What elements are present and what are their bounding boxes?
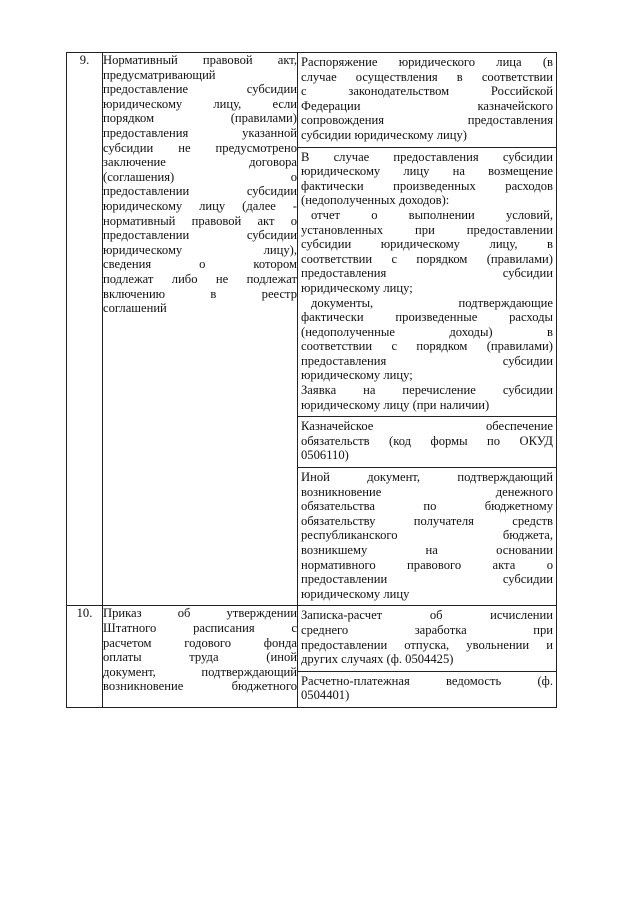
table-row <box>67 606 557 708</box>
documents-cell <box>298 606 557 708</box>
row-number: 10. <box>67 606 103 708</box>
document-block: Иной документ, подтверждающий возникновение денежного обязательства по бюджетному обязательству получателя средств республиканского бюджета, возникшему на основании нормативного правового акта о предоставлении субсидии юридическому лицу <box>301 470 553 601</box>
legal-basis-cell: Нормативный правовой акт, предусматривающий предоставление субсидии юридическому лицу, если порядком (правилами) предоставления указанной субсидии не предусмотрено заключение договора (соглашения) о предоставлении субсидии юридическому лицу (далее - нормативный правовой акт о предоставлении субсидии юридическому лицу), сведения о котором подлежат либо не подлежат включению в реестр соглашений <box>103 53 298 606</box>
documents-table <box>66 52 557 708</box>
document-block: Записка-расчет об исчислении среднего заработка при предоставлении отпуска, увольнении и других случаях (ф. 0504425) <box>298 606 556 671</box>
document-block: Расчетно-платежная ведомость (ф. 0504401) <box>301 673 553 703</box>
document-block: Распоряжение юридического лица (в случае осуществления в соответствии с законодательством Российской Федерации казначейского сопровождения предоставления субсидии юридическому лицу) <box>298 53 556 148</box>
document-block: В случае предоставления субсидии юридическому лицу на возмещение фактически произведенных расходов (недополученных доходов): отчет о выполнении условий, установленных при предоставлении субсидии юридическому лицу, в соответствии с порядком (правилами) предоставления субсидии юридическому лицу; документы, подтверждающие фактически произведенные расходы (недополученные доходы) в соответствии с порядком (правилами) предоставления субсидии юридическому лицу; Заявка на перечисление субсидии юридическому лицу (при наличии) <box>298 148 556 418</box>
document-block: Казначейское обеспечение обязательств (код формы по ОКУД 0506110) <box>298 417 556 468</box>
documents-cell <box>298 53 557 606</box>
legal-basis-cell: Приказ об утверждении Штатного расписания с расчетом годового фонда оплаты труда (иной документ, подтверждающий возникновение бюджетного <box>103 606 298 708</box>
row-number: 9. <box>67 53 103 606</box>
table-row <box>67 53 557 606</box>
